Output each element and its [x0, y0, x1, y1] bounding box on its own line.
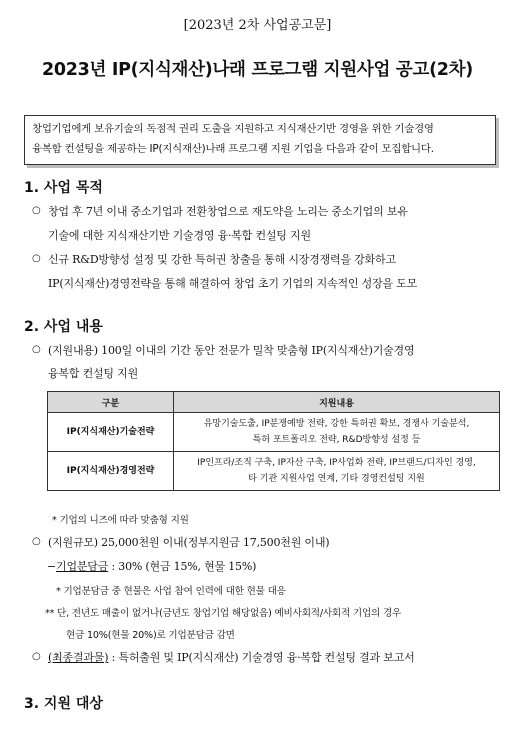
bullet-icon: ○: [32, 344, 41, 355]
table-cell-category: IP(지식재산)기술전략: [48, 413, 174, 452]
table-cell-category: IP(지식재산)경영전략: [48, 452, 174, 491]
purpose-item-1-line-2: 기술에 대한 지식재산기반 기술경영 융·복합 컨설팅 지원: [48, 229, 311, 242]
table-header-content: 지원내용: [174, 392, 500, 413]
notice-label: [2023년 2차 사업공고문]: [183, 18, 332, 33]
purpose-item-1-line-1: 창업 후 7년 이내 중소기업과 전환창업으로 재도약을 노리는 중소기업의 보유: [48, 205, 408, 218]
cost-share-dash: −: [47, 560, 57, 573]
final-deliverable-line: [48, 650, 415, 665]
intro-line-2: 융복합 컨설팅을 제공하는 IP(지식재산)나래 프로그램 지원 기업을 다음과 같이 모집합니다.: [32, 143, 434, 155]
cost-share-line: [47, 559, 256, 574]
section-2-heading: 2. 사업 내용: [24, 319, 103, 335]
table-row: [48, 452, 500, 491]
cost-share-note-1: * 기업분담금 중 현물은 사업 참여 인력에 대한 현물 대응: [56, 586, 286, 597]
cost-share-note-2-line-1: ** 단, 전년도 매출이 없거나(금년도 창업기업 해당없음) 예비사회적/사회적 기업의 경우: [45, 608, 402, 619]
table-cell-line: 유망기술도출, IP분쟁예방 전략, 강한 특허권 확보, 경쟁사 기술분석,: [203, 419, 470, 429]
purpose-item-2-line-2: IP(지식재산)경영전략을 통해 해결하여 창업 초기 기업의 지속적인 성장을 도모: [48, 277, 418, 290]
cost-share-note-2-line-2: 현금 10%(현물 20%)로 기업분담금 감면: [66, 630, 235, 641]
table-cell-content: [174, 413, 500, 452]
table-cell-line: IP인프라/조직 구축, IP자산 구축, IP사업화 전략, IP브랜드/디자인 경영,: [197, 458, 476, 468]
bullet-icon: ○: [32, 253, 41, 264]
table-cell-content: [174, 452, 500, 491]
bullet-icon: ○: [32, 205, 41, 216]
table-header-category: 구분: [48, 392, 174, 413]
section-3-heading: 3. 지원 대상: [24, 696, 103, 712]
support-content-line-2: 융복합 컨설팅 지원: [48, 367, 139, 380]
final-deliverable-label: (최종결과물): [48, 651, 109, 664]
table-header-row: [48, 392, 500, 413]
support-scale: (지원규모) 25,000천원 이내(정부지원금 17,500천원 이내): [48, 536, 330, 549]
page-title: 2023년 IP(지식재산)나래 프로그램 지원사업 공고(2차): [42, 60, 473, 80]
support-content-line-1: (지원내용) 100일 이내의 기간 동안 전문가 밀착 맞춤형 IP(지식재산)기술경영: [48, 344, 415, 357]
intro-box: [24, 115, 496, 165]
purpose-item-2-line-1: 신규 R&D방향성 설정 및 강한 특허권 창출을 통해 시장경쟁력을 강화하고: [48, 253, 396, 266]
section-1-heading: 1. 사업 목적: [24, 180, 103, 196]
table-row: [48, 413, 500, 452]
table-cell-line: 타 기관 지원사업 연계, 기타 경영컨설팅 지원: [248, 474, 425, 484]
cost-share-value: : 30% (현금 15%, 현물 15%): [108, 560, 257, 573]
table-cell-line: 특허 포트폴리오 전략, R&D방향성 설정 등: [252, 435, 421, 445]
cost-share-label: 기업분담금: [56, 560, 109, 573]
bullet-icon: ○: [32, 536, 41, 547]
table-note: * 기업의 니즈에 따라 맞춤형 지원: [52, 515, 189, 526]
support-table: [47, 391, 500, 491]
intro-line-1: 창업기업에게 보유기술의 독점적 권리 도출을 지원하고 지식재산기반 경영을 위한 기술경영: [32, 123, 434, 135]
final-deliverable-value: : 특허출원 및 IP(지식재산) 기술경영 융·복합 컨설팅 결과 보고서: [108, 651, 415, 664]
bullet-icon: ○: [32, 651, 41, 662]
